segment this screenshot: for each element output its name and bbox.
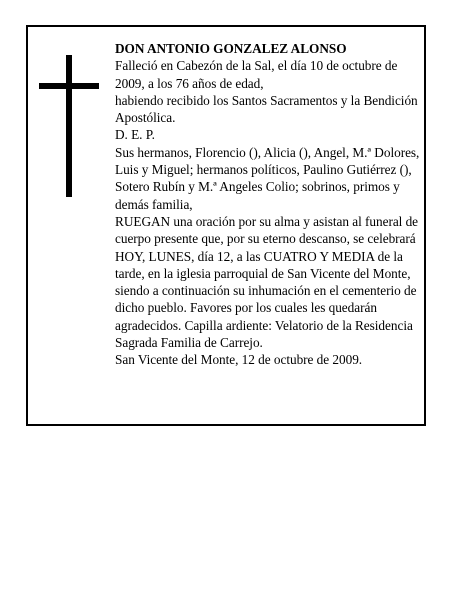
funeral-request: RUEGAN una oración por su alma y asistan al funeral de cuerpo presente que, por su eterno descanso, se celebrará HOY, LUNES, día 12, a las CUATRO Y MEDIA de la tarde, en la iglesia parroquial de San Vicente del Monte, siendo a continuación su inhumación en el cementerio de dicho pueblo. Favores por los cuales les quedarán agradecidos. Capilla ardiente: Velatorio de la Residencia Sagrada Familia de Carrejo.: [115, 213, 419, 351]
family-list: Sus hermanos, Florencio (), Alicia (), Angel, M.ª Dolores, Luis y Miguel; hermanos políticos, Paulino Gutiérrez (), Sotero Rubín y M.ª Angeles Colio; sobrinos, primos y demás familia,: [115, 144, 420, 212]
rest-in-peace: D. E. P.: [115, 127, 155, 143]
place-and-date: San Vicente del Monte, 12 de octubre de 2009.: [115, 352, 363, 368]
deceased-name: DON ANTONIO GONZALEZ ALONSO: [115, 41, 347, 56]
death-info: Falleció en Cabezón de la Sal, el día 10 de octubre de 2009, a los 76 años de edad,: [115, 58, 398, 91]
obituary-text: [115, 40, 420, 369]
cross-horizontal-bar: [39, 83, 99, 89]
obituary-notice: [26, 25, 426, 426]
cross-icon: [39, 55, 99, 197]
sacraments-text: habiendo recibido los Santos Sacramentos y la Bendición Apostólica.: [115, 92, 418, 126]
cross-vertical-bar: [66, 55, 72, 197]
